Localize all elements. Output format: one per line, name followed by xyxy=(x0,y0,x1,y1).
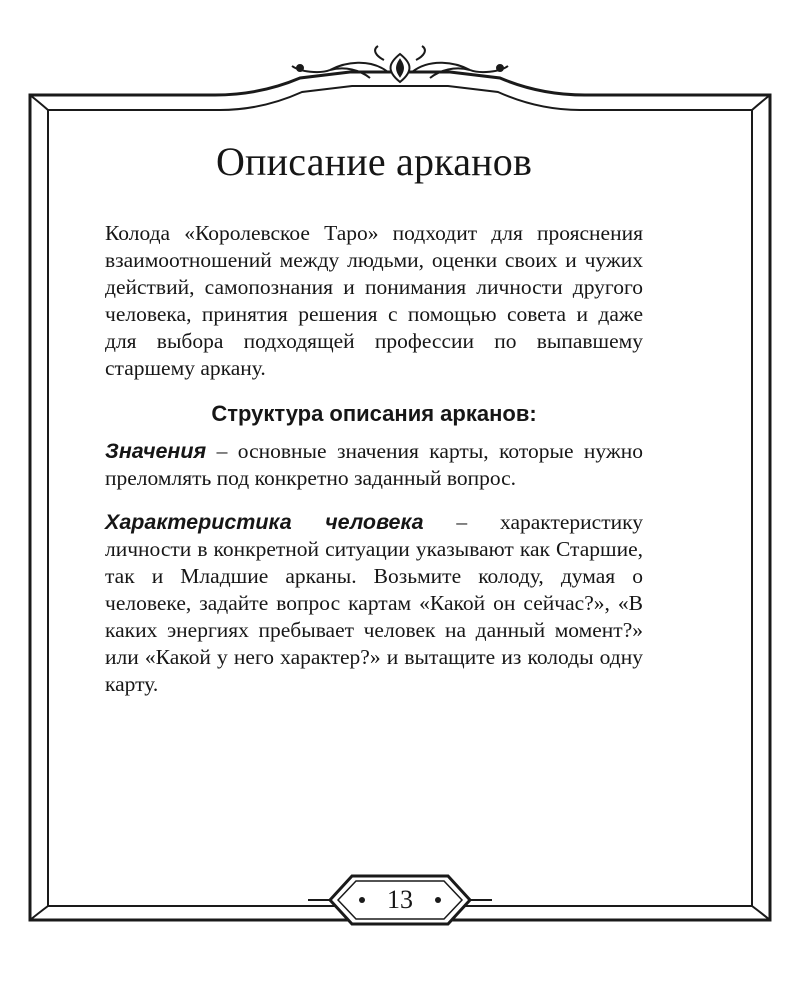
page-content xyxy=(105,138,643,698)
text-meanings: – основные значения карты, которые нужно преломлять под конкретно заданный вопрос. xyxy=(105,439,643,490)
section-person-traits xyxy=(105,509,643,698)
section-subheading: Структура описания арканов: xyxy=(211,401,537,426)
page-title: Описание арканов xyxy=(215,139,533,184)
section-meanings xyxy=(105,438,643,492)
intro-paragraph: Колода «Королевское Таро» подходит для прояснения взаимоотношений между людьми, оценки своих и чужих действий, самопознания и понимания личности другого человека, принятия решения с помощью совета и даже для выбора подходящей профессии по выпавшему старшему аркану. xyxy=(105,221,643,380)
page-number: 13 xyxy=(387,885,413,914)
text-person-traits: – характеристику личности в конкретной ситуации указывают как Старшие, так и Младшие арканы. Возьмите колоду, думая о человеке, задайте вопрос картам «Какой он сейчас?», «В каких энергиях пребывает человек на данный момент?» или «Какой у него характер?» и вытащите из колоды одну карту. xyxy=(105,510,643,696)
term-person-traits: Характеристика человека xyxy=(105,510,424,534)
term-meanings: Значения xyxy=(105,439,207,463)
top-ornament xyxy=(292,46,508,82)
